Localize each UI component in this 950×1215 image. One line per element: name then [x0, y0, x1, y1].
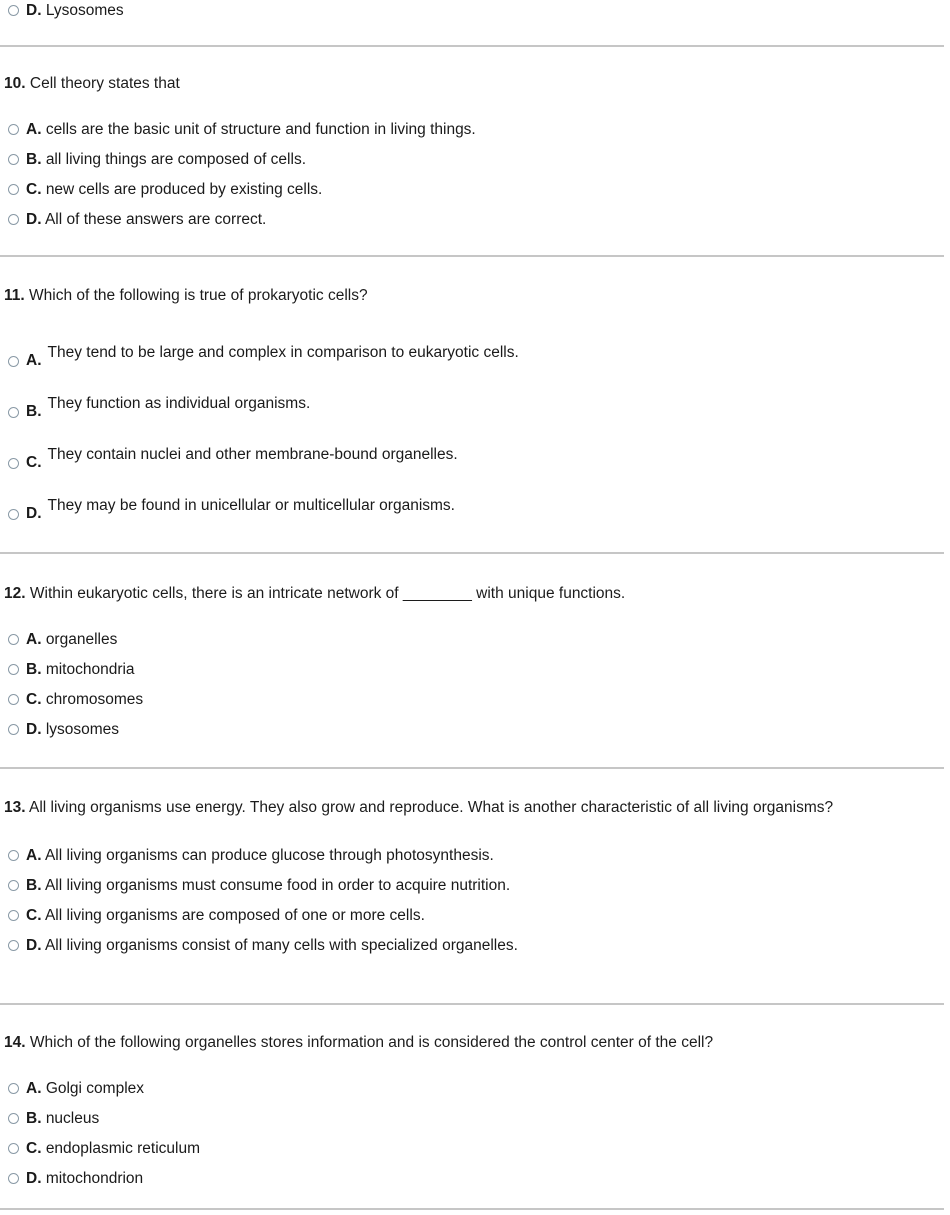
option-row[interactable] — [0, 436, 944, 487]
option-text: They may be found in unicellular or multicellular organisms. — [47, 497, 455, 514]
radio-button-icon[interactable] — [8, 634, 19, 645]
option-letter: D. — [26, 211, 42, 228]
question-number: 14. — [4, 1034, 26, 1051]
option-text: lysosomes — [45, 721, 120, 738]
radio-button-icon[interactable] — [8, 1083, 19, 1094]
radio-button-icon[interactable] — [8, 694, 19, 705]
question-block-13 — [0, 798, 944, 965]
option-label — [26, 659, 135, 680]
option-label — [26, 149, 306, 170]
option-row[interactable] — [0, 719, 944, 749]
option-letter: A. — [26, 1080, 42, 1097]
option-text: They contain nuclei and other membrane-bound organelles. — [47, 446, 458, 463]
option-text: All living organisms consist of many cells with specialized organelles. — [44, 937, 518, 954]
option-letter: B. — [26, 1110, 42, 1127]
option-row[interactable] — [0, 119, 944, 149]
option-row[interactable] — [0, 179, 944, 209]
option-letter: D. — [26, 2, 42, 19]
option-text: nucleus — [45, 1110, 100, 1127]
option-row[interactable] — [0, 629, 944, 659]
option-row[interactable] — [0, 1108, 944, 1138]
radio-button-icon[interactable] — [8, 509, 19, 520]
option-label — [26, 935, 518, 956]
option-text: all living things are composed of cells. — [45, 151, 306, 168]
option-list — [0, 1078, 944, 1198]
option-letter: A. — [26, 847, 42, 864]
section-divider — [0, 255, 944, 257]
option-list — [0, 119, 944, 239]
section-divider — [0, 1003, 944, 1005]
question-number: 12. — [4, 585, 26, 602]
option-row[interactable] — [0, 1168, 944, 1198]
radio-button-icon[interactable] — [8, 664, 19, 675]
option-letter: D. — [26, 1170, 42, 1187]
radio-button-icon[interactable] — [8, 724, 19, 735]
option-row[interactable] — [0, 1138, 944, 1168]
option-label — [26, 629, 117, 650]
option-row[interactable] — [0, 334, 944, 385]
radio-button-icon[interactable] — [8, 1113, 19, 1124]
question-text: All living organisms use energy. They also grow and reproduce. What is another characteristic of all living organisms? — [29, 799, 834, 816]
option-text: cells are the basic unit of structure and function in living things. — [45, 121, 476, 138]
radio-button-icon[interactable] — [8, 356, 19, 367]
option-label — [26, 1168, 143, 1189]
option-text: All of these answers are correct. — [44, 211, 267, 228]
option-letter: D. — [26, 721, 42, 738]
option-label — [26, 119, 476, 140]
question-number: 11. — [4, 287, 25, 304]
option-label — [26, 905, 425, 926]
option-row[interactable] — [0, 385, 944, 436]
option-letter: A. — [26, 121, 42, 138]
option-letter: C. — [26, 454, 42, 471]
option-letter: A. — [26, 352, 42, 369]
option-row[interactable] — [0, 935, 944, 965]
radio-button-icon[interactable] — [8, 5, 19, 16]
question-prompt — [0, 1032, 944, 1053]
option-label — [26, 1078, 144, 1099]
question-prompt — [0, 798, 944, 818]
question-text-after-blank: with unique functions. — [471, 585, 626, 602]
radio-button-icon[interactable] — [8, 184, 19, 195]
option-text: All living organisms can produce glucose through photosynthesis. — [44, 847, 494, 864]
option-text: endoplasmic reticulum — [45, 1140, 201, 1157]
option-letter: B. — [26, 403, 42, 420]
option-letter: C. — [26, 1140, 42, 1157]
option-list — [0, 0, 944, 30]
question-prompt — [0, 285, 944, 306]
option-text: All living organisms are composed of one or more cells. — [44, 907, 425, 924]
option-letter: C. — [26, 907, 42, 924]
option-row[interactable] — [0, 1078, 944, 1108]
question-block-14 — [0, 1032, 944, 1198]
radio-button-icon[interactable] — [8, 880, 19, 891]
radio-button-icon[interactable] — [8, 154, 19, 165]
option-letter: D. — [26, 505, 42, 522]
option-text: mitochondria — [45, 661, 135, 678]
radio-button-icon[interactable] — [8, 1173, 19, 1184]
option-text: organelles — [45, 631, 118, 648]
option-label — [26, 689, 143, 710]
question-block-12 — [0, 583, 944, 749]
option-row[interactable] — [0, 209, 944, 239]
option-row[interactable] — [0, 0, 944, 30]
option-label — [26, 1138, 200, 1159]
section-divider — [0, 552, 944, 554]
option-text: Golgi complex — [45, 1080, 145, 1097]
option-row[interactable] — [0, 845, 944, 875]
section-divider — [0, 45, 944, 47]
radio-button-icon[interactable] — [8, 124, 19, 135]
radio-button-icon[interactable] — [8, 1143, 19, 1154]
option-list — [0, 845, 944, 965]
option-letter: B. — [26, 661, 42, 678]
option-text: Lysosomes — [45, 2, 124, 19]
question-text-before-blank: Within eukaryotic cells, there is an intricate network of — [29, 585, 403, 602]
option-text: All living organisms must consume food in order to acquire nutrition. — [44, 877, 511, 894]
option-letter: B. — [26, 877, 42, 894]
question-block-11 — [0, 285, 944, 538]
question-text: Cell theory states that — [29, 75, 180, 92]
option-label — [26, 719, 119, 740]
option-row[interactable] — [0, 905, 944, 935]
section-divider — [0, 767, 944, 769]
option-text: They tend to be large and complex in comparison to eukaryotic cells. — [47, 344, 519, 361]
question-prompt — [0, 583, 944, 604]
radio-button-icon[interactable] — [8, 940, 19, 951]
radio-button-icon[interactable] — [8, 458, 19, 469]
option-row[interactable] — [0, 487, 944, 538]
option-label — [26, 1108, 99, 1129]
option-label — [26, 179, 322, 200]
option-row[interactable] — [0, 875, 944, 905]
orphan-option-group — [0, 0, 944, 30]
question-text: Which of the following is true of prokaryotic cells? — [29, 287, 368, 304]
answer-blank: ________ — [402, 585, 472, 602]
question-text: Which of the following organelles stores information and is considered the control center of the cell? — [29, 1034, 714, 1051]
option-label — [26, 845, 494, 866]
option-text: They function as individual organisms. — [47, 395, 311, 412]
option-letter: C. — [26, 181, 42, 198]
radio-button-icon[interactable] — [8, 214, 19, 225]
section-divider — [0, 1208, 944, 1210]
radio-button-icon[interactable] — [8, 407, 19, 418]
question-number: 13. — [4, 799, 26, 816]
option-row[interactable] — [0, 689, 944, 719]
question-number: 10. — [4, 75, 26, 92]
question-block-10 — [0, 73, 944, 239]
option-label — [26, 209, 266, 230]
option-row[interactable] — [0, 149, 944, 179]
option-list — [0, 334, 944, 538]
option-letter: C. — [26, 691, 42, 708]
option-label — [26, 875, 510, 896]
option-letter: B. — [26, 151, 42, 168]
option-text: chromosomes — [45, 691, 144, 708]
option-letter: A. — [26, 631, 42, 648]
question-prompt — [0, 73, 944, 94]
option-text: mitochondrion — [45, 1170, 144, 1187]
option-letter: D. — [26, 937, 42, 954]
option-list — [0, 629, 944, 749]
radio-button-icon[interactable] — [8, 910, 19, 921]
option-row[interactable] — [0, 659, 944, 689]
radio-button-icon[interactable] — [8, 850, 19, 861]
option-text: new cells are produced by existing cells. — [45, 181, 323, 198]
option-label — [26, 0, 124, 21]
